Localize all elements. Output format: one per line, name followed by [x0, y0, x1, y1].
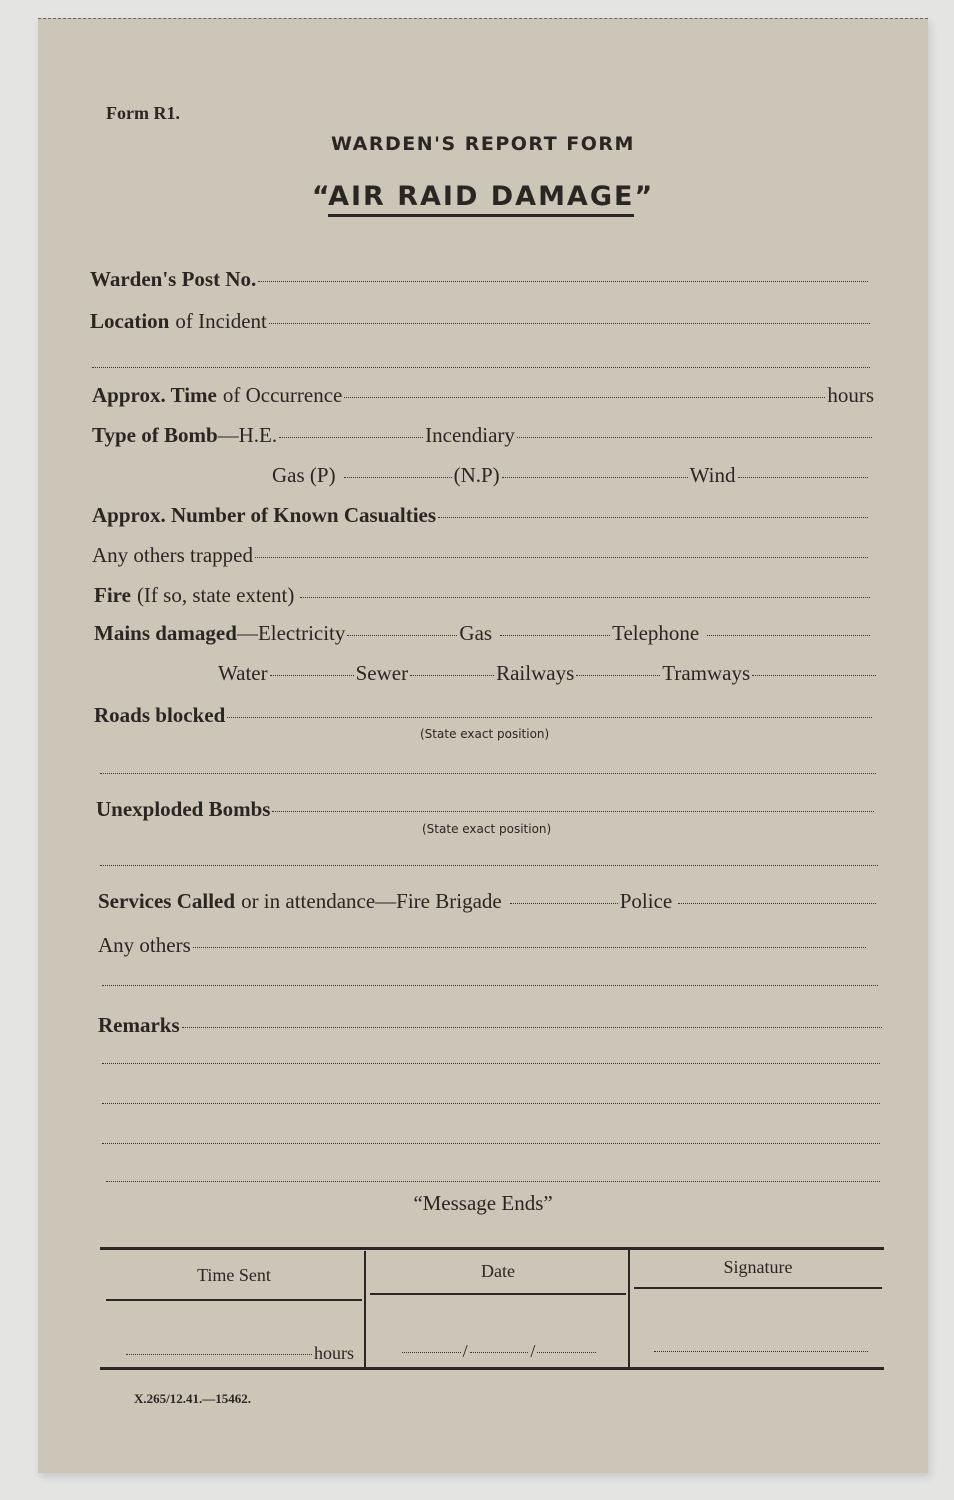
police-input[interactable]: [678, 903, 876, 904]
services-others-input-line-2[interactable]: [102, 985, 878, 986]
table-divider-2: [628, 1249, 630, 1367]
time-sent-input[interactable]: [126, 1354, 312, 1355]
remarks-input-line-4[interactable]: [102, 1143, 880, 1144]
table-header-rule-1: [106, 1299, 362, 1301]
field-bomb-type: Type of Bomb —H.E. Incendiary: [92, 423, 874, 448]
bomb-incendiary-input[interactable]: [517, 437, 872, 438]
date-year-input[interactable]: [537, 1352, 596, 1353]
table-bottom-rule: [100, 1367, 884, 1370]
field-casualties: Approx. Number of Known Casualties: [92, 503, 870, 528]
remarks-input[interactable]: [182, 1027, 882, 1028]
form-subtitle: “AIR RAID DAMAGE”: [38, 181, 928, 212]
unexploded-bombs-input-line-2[interactable]: [100, 865, 878, 866]
mains-water-input[interactable]: [270, 675, 354, 676]
field-location: Location of Incident: [90, 309, 872, 334]
wardens-post-input[interactable]: [258, 281, 868, 282]
mains-tramways-input[interactable]: [752, 675, 876, 676]
mains-railways-input[interactable]: [576, 675, 660, 676]
field-remarks: Remarks: [98, 1013, 884, 1038]
location-input-line-2[interactable]: [92, 367, 870, 368]
services-others-input[interactable]: [193, 947, 866, 948]
form-number: Form R1.: [106, 103, 180, 123]
field-unexploded-bombs: Unexploded Bombs: [96, 797, 876, 822]
header-date: Date: [481, 1261, 515, 1281]
date-day-input[interactable]: [402, 1352, 461, 1353]
date-cell: / /: [400, 1341, 598, 1362]
time-sent-cell: hours: [124, 1343, 354, 1364]
location-input[interactable]: [269, 323, 870, 324]
field-services-called: Services Called or in attendance—Fire Brigade Police: [98, 889, 878, 914]
field-bomb-gas: Gas (P) (N.P) Wind: [272, 463, 870, 488]
table-header-rule-3: [634, 1287, 882, 1289]
mains-gas-input[interactable]: [500, 635, 610, 636]
remarks-input-line-2[interactable]: [102, 1063, 880, 1064]
report-form-paper: [38, 18, 928, 1473]
date-month-input[interactable]: [470, 1352, 529, 1353]
field-wardens-post: Warden's Post No.: [90, 267, 870, 292]
table-divider-1: [364, 1251, 366, 1367]
field-roads-blocked: Roads blocked: [94, 703, 874, 728]
field-mains-damaged: Mains damaged —Electricity Gas Telephone: [94, 621, 872, 646]
field-time-occurrence: Approx. Time of Occurrence hours: [92, 383, 874, 407]
mains-electricity-input[interactable]: [347, 635, 457, 636]
subtitle-underlined: AIR RAID DAMAGE: [328, 181, 634, 217]
gas-np-input[interactable]: [502, 477, 688, 478]
field-fire: Fire (If so, state extent): [94, 583, 872, 608]
trapped-input[interactable]: [255, 557, 868, 558]
gas-p-input[interactable]: [344, 477, 452, 478]
mains-telephone-input[interactable]: [707, 635, 870, 636]
roads-blocked-input[interactable]: [227, 717, 872, 718]
mains-sewer-input[interactable]: [410, 675, 494, 676]
roads-blocked-note: (State exact position): [420, 727, 550, 741]
field-services-others: Any others: [98, 933, 868, 958]
message-ends: “Message Ends”: [413, 1191, 553, 1215]
remarks-input-line-5[interactable]: [106, 1181, 880, 1182]
roads-blocked-input-line-2[interactable]: [100, 773, 876, 774]
fire-brigade-input[interactable]: [510, 903, 618, 904]
unexploded-bombs-note: (State exact position): [422, 822, 552, 836]
header-time-sent: Time Sent: [197, 1265, 271, 1285]
time-occurrence-input[interactable]: [344, 397, 825, 398]
table-header-rule-2: [370, 1293, 626, 1295]
table-top-rule: [100, 1247, 884, 1250]
fire-input[interactable]: [300, 597, 870, 598]
wind-input[interactable]: [738, 477, 869, 478]
form-title: WARDEN'S REPORT FORM: [331, 133, 635, 155]
unexploded-bombs-input[interactable]: [272, 811, 874, 812]
field-mains-other: Water Sewer Railways Tramways: [218, 661, 878, 686]
field-trapped: Any others trapped: [92, 543, 870, 568]
remarks-input-line-3[interactable]: [102, 1103, 880, 1104]
header-signature: Signature: [723, 1257, 793, 1277]
signature-input[interactable]: [654, 1351, 868, 1352]
casualties-input[interactable]: [438, 517, 868, 518]
print-code: X.265/12.41.—15462.: [134, 1391, 251, 1406]
bomb-he-input[interactable]: [279, 437, 423, 438]
